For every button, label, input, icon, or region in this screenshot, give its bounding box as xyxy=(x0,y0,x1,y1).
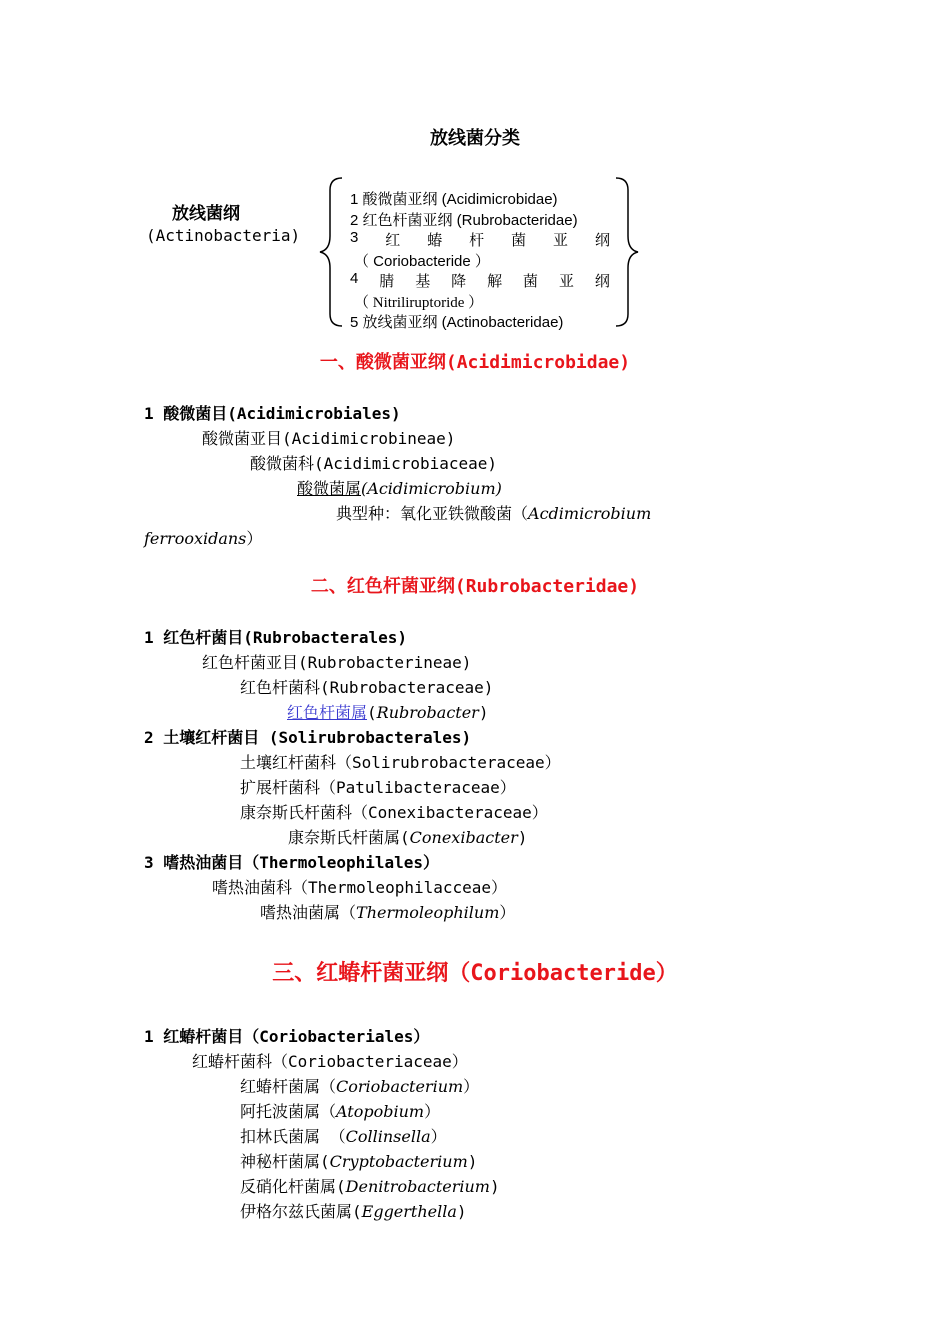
genus-rubrobacter: 红色杆菌属(Rubrobacter) xyxy=(287,703,489,722)
genus-collinsella: 扣林氏菌属 （Collinsella） xyxy=(240,1127,447,1146)
genus-conexibacter: 康奈斯氏杆菌属(Conexibacter) xyxy=(288,828,528,847)
subclass-3-latin: （ Coriobacteride ） xyxy=(354,253,490,270)
order-solirubrobacterales: 2 土壤红杆菌目 (Solirubrobacterales) xyxy=(144,728,472,747)
order-acidimicrobiales: 1 酸微菌目(Acidimicrobiales) xyxy=(144,404,401,423)
subclass-3: 3 红 蝽 杆 菌 亚 纲 xyxy=(350,229,610,249)
family-conexibacteraceae: 康奈斯氏杆菌科（Conexibacteraceae） xyxy=(240,803,548,822)
genus-thermoleophilum: 嗜热油菌属（Thermoleophilum） xyxy=(260,903,516,922)
family-thermoleophilacceae: 嗜热油菌科（Thermoleophilacceae） xyxy=(212,878,508,897)
family-rubrobacteraceae: 红色杆菌科(Rubrobacteraceae) xyxy=(240,678,494,697)
suborder-rubrobacterineae: 红色杆菌亚目(Rubrobacterineae) xyxy=(202,653,472,672)
genus-latin: (Acidimicrobium) xyxy=(361,479,502,498)
section-heading-2: 二、红色杆菌亚纲(Rubrobacteridae) xyxy=(310,576,640,597)
subclass-1: 1 酸微菌亚纲 (Acidimicrobidae) xyxy=(350,191,558,208)
family-coriobacteriaceae: 红蝽杆菌科（Coriobacteriaceae） xyxy=(192,1052,468,1071)
genus-atopobium: 阿托波菌属（Atopobium） xyxy=(240,1102,441,1121)
genus-coriobacterium: 红蝽杆菌属（Coriobacterium） xyxy=(240,1077,480,1096)
class-name-en: (Actinobacteria) xyxy=(146,226,301,245)
class-name-cn: 放线菌纲 xyxy=(172,204,240,224)
type-species: 典型种：氧化亚铁微酸菌（Acdimicrobium xyxy=(336,504,652,523)
page-title: 放线菌分类 xyxy=(430,128,520,149)
section-heading-3: 三、红蝽杆菌亚纲（Coriobacteride） xyxy=(272,961,678,986)
subclass-2: 2 红色杆菌亚纲 (Rubrobacteridae) xyxy=(350,212,578,229)
genus-cn: 酸微菌属 xyxy=(297,479,362,498)
genus-acidimicrobium xyxy=(297,476,502,499)
family-patulibacteraceae: 扩展杆菌科（Patulibacteraceae） xyxy=(240,778,516,797)
section-heading-1: 一、酸微菌亚纲(Acidimicrobidae) xyxy=(319,352,631,373)
family-acidimicrobiaceae: 酸微菌科(Acidimicrobiaceae) xyxy=(250,454,498,473)
genus-cryptobacterium: 神秘杆菌属(Cryptobacterium) xyxy=(240,1152,478,1171)
order-rubrobacterales: 1 红色杆菌目(Rubrobacterales) xyxy=(144,628,408,647)
subclass-4-latin: （ Nitriliruptoride ） xyxy=(354,295,484,311)
order-coriobacteriales: 1 红蝽杆菌目（Coriobacteriales） xyxy=(144,1027,430,1046)
subclass-5: 5 放线菌亚纲 (Actinobacteridae) xyxy=(350,314,564,331)
genus-denitrobacterium: 反硝化杆菌属(Denitrobacterium) xyxy=(240,1177,500,1196)
type-species-cont: ferrooxidans） xyxy=(144,529,263,548)
suborder-acidimicrobineae: 酸微菌亚目(Acidimicrobineae) xyxy=(202,429,456,448)
genus-eggerthella: 伊格尔兹氏菌属(Eggerthella) xyxy=(240,1202,467,1221)
order-thermoleophilales: 3 嗜热油菌目（Thermoleophilales） xyxy=(144,853,440,872)
family-solirubrobacteraceae: 土壤红杆菌科（Solirubrobacteraceae） xyxy=(240,753,561,772)
subclass-4: 4 腈 基 降 解 菌 亚 纲 xyxy=(350,270,610,290)
genus-rubrobacter-link[interactable]: 红色杆菌属 xyxy=(287,703,368,722)
